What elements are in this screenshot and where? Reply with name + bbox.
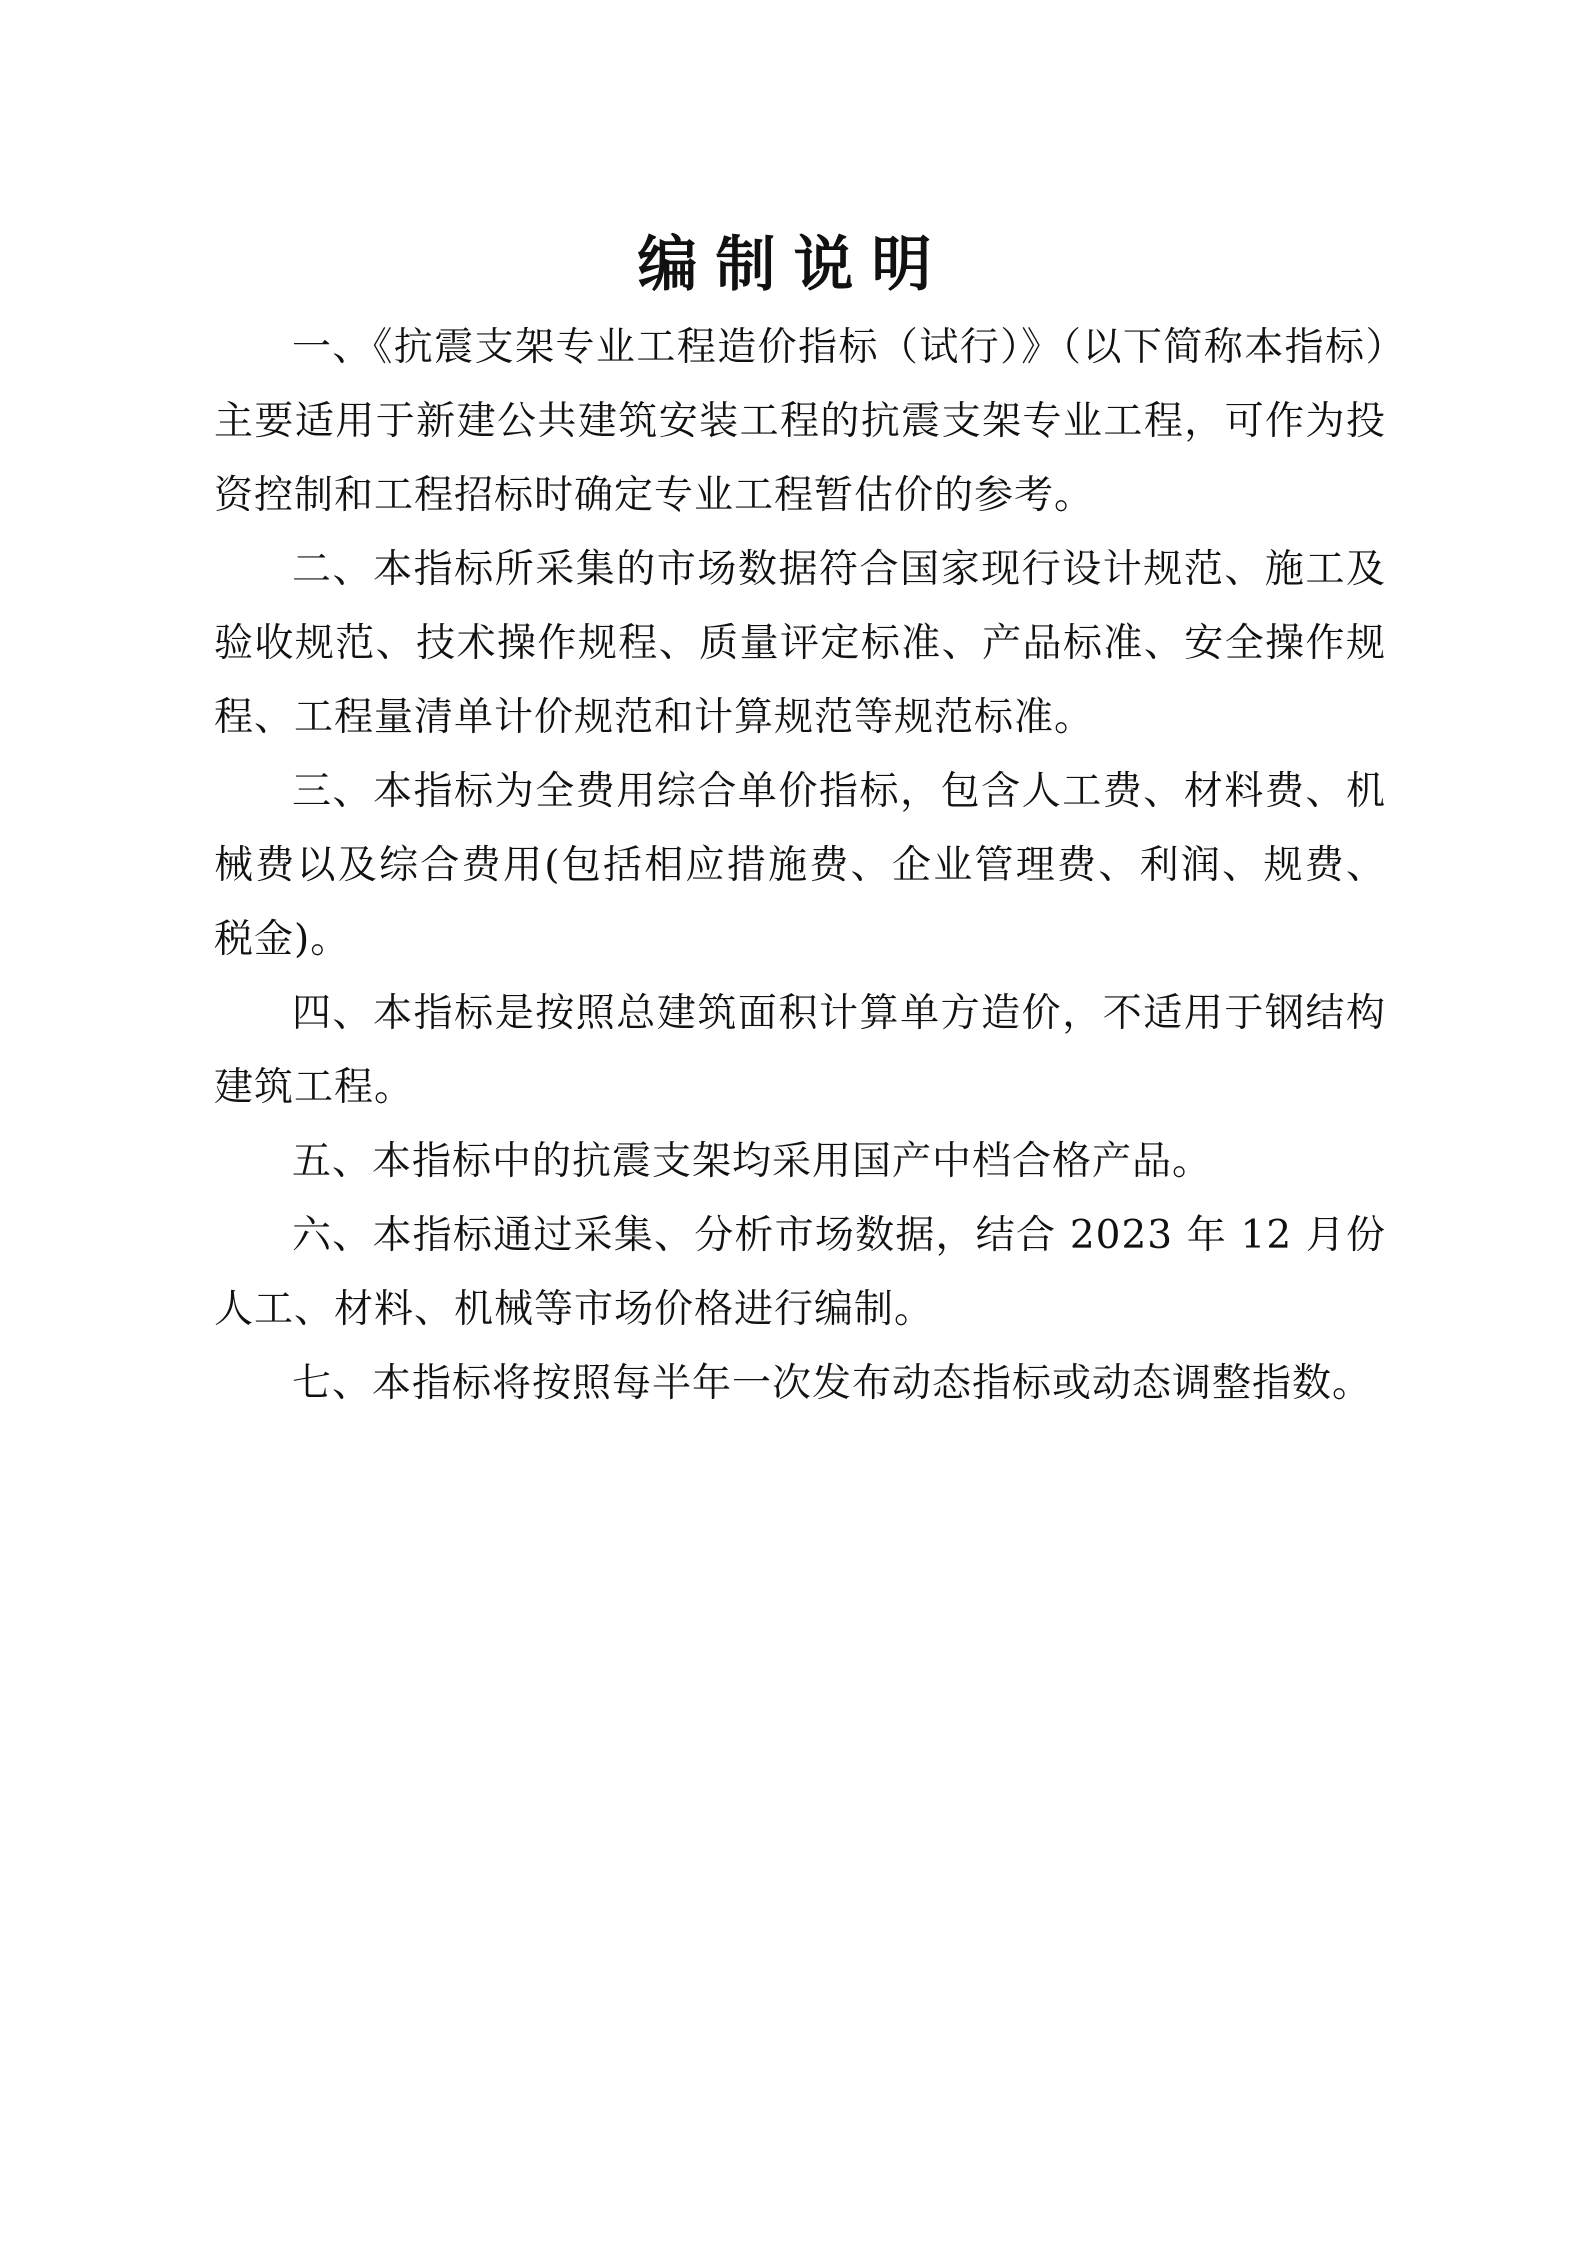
paragraph-2: 二、本指标所采集的市场数据符合国家现行设计规范、施工及验收规范、技术操作规程、质量评定标准、产品标准、安全操作规程、工程量清单计价规范和计算规范等规范标准。	[214, 547, 1386, 740]
paragraph-4: 四、本指标是按照总建筑面积计算单方造价，不适用于钢结构建筑工程。	[214, 991, 1386, 1110]
paragraph-5: 五、本指标中的抗震支架均采用国产中档合格产品。	[292, 1139, 1213, 1184]
paragraph-6: 六、本指标通过采集、分析市场数据，结合 2023 年 12 月份人工、材料、机械等市场价格进行编制。	[214, 1213, 1386, 1332]
paragraph-1: 一、《抗震支架专业工程造价指标（试行）》（以下简称本指标）主要适用于新建公共建筑安装工程的抗震支架专业工程，可作为投资控制和工程招标时确定专业工程暂估价的参考。	[214, 325, 1386, 518]
paragraph-7: 七、本指标将按照每半年一次发布动态指标或动态调整指数。	[292, 1361, 1373, 1406]
page-title: 编制说明	[637, 230, 950, 300]
document-body	[214, 311, 1386, 1421]
paragraph-3: 三、本指标为全费用综合单价指标，包含人工费、材料费、机械费以及综合费用(包括相应措施费、企业管理费、利润、规费、税金)。	[214, 769, 1386, 962]
